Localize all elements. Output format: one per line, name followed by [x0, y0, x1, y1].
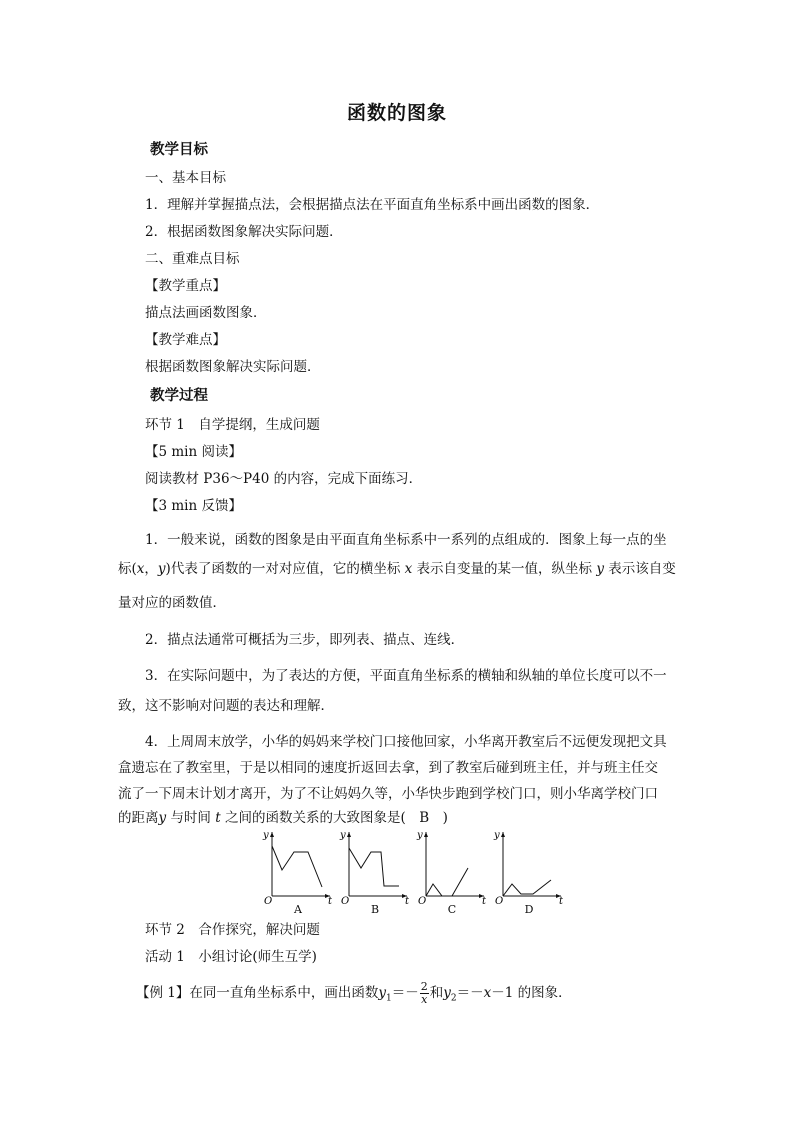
graph-a	[262, 826, 334, 921]
q1-line3: 量对应的函数值．	[118, 595, 226, 611]
option-graphs	[262, 826, 562, 921]
svg-text:O: O	[341, 896, 350, 904]
graph-b	[339, 826, 411, 921]
feedback-label: 【3 min 反馈】	[145, 498, 242, 514]
difficulty: 根据函数图象解决实际问题．	[145, 359, 321, 375]
axis-y-label: y	[263, 830, 269, 841]
svg-text:t: t	[559, 896, 564, 904]
graph-d	[493, 826, 565, 921]
basic-goals: 一、基本目标	[145, 170, 226, 186]
key-point: 描点法画函数图象．	[145, 305, 267, 321]
svg-text:y: y	[494, 830, 500, 841]
graph-b-label: B	[370, 903, 380, 916]
q4-line1: 4．上周周末放学，小华的妈妈来学校门口接他回家，小华离开教室后不远便发现把文具	[145, 734, 667, 750]
read-text: 阅读教材 P36～P40 的内容，完成下面练习．	[145, 471, 423, 487]
graph-a-label: A	[294, 903, 302, 916]
page-title: 函数的图象	[346, 102, 447, 124]
q4-line3: 流了一下周末计划才离开，为了不让妈妈久等，小华快步跑到学校门口，则小华离学校门口	[118, 786, 658, 802]
q2: 2．描点法通常可概括为三步，即列表、描点、连线．	[145, 632, 465, 648]
svg-text:t: t	[405, 896, 410, 904]
goal-1: 1．理解并掌握描点法，会根据描点法在平面直角坐标系中画出函数的图象．	[145, 197, 600, 213]
graph-d-label: D	[524, 903, 534, 916]
difficulty-label: 【教学难点】	[145, 332, 226, 348]
stage-1: 环节 1 自学提纲，生成问题	[145, 417, 320, 433]
key-goals: 二、重难点目标	[145, 251, 240, 267]
goals-heading: 教学目标	[150, 141, 208, 158]
example-label: 【例 1】	[136, 985, 190, 1001]
graph-c-label: C	[447, 903, 457, 916]
fraction-2-over-x: $\frac{2}{x}$	[420, 980, 428, 1006]
q4-line2: 盒遗忘在了教室里，于是以相同的速度折返回去拿，到了教室后碰到班主任，并与班主任交	[118, 760, 658, 776]
svg-text:y: y	[417, 830, 423, 841]
stage-2: 环节 2 合作探究，解决问题	[145, 922, 320, 938]
graph-c	[416, 826, 488, 921]
q1-line2: 标(x，y)代表了函数的一对对应值，它的横坐标 x 表示自变量的某一值，纵坐标 y 表示该自变	[118, 561, 676, 577]
goal-2: 2．根据函数图象解决实际问题．	[145, 224, 343, 240]
svg-text:t: t	[482, 896, 487, 904]
q4-line4: 的距离y 与时间 t 之间的函数关系的大致图象是( B )	[118, 810, 448, 826]
example-1: 【例 1】在同一直角坐标系中，画出函数$y_1=-$ $\frac{2}{x}$ 和$y_2=-x-1$ 的图象．	[136, 980, 572, 1006]
svg-text:y: y	[340, 830, 346, 841]
activity-1: 活动 1 小组讨论(师生互学)	[145, 949, 317, 965]
process-heading: 教学过程	[150, 387, 208, 404]
read-label: 【5 min 阅读】	[145, 444, 242, 460]
q3-line1: 3．在实际问题中，为了表达的方便，平面直角坐标系的横轴和纵轴的单位长度可以不一	[145, 668, 667, 684]
q1-line1: 1．一般来说，函数的图象是由平面直角坐标系中一系列的点组成的．图象上每一点的坐	[145, 532, 667, 548]
key-point-label: 【教学重点】	[145, 278, 226, 294]
origin-label: O	[264, 896, 273, 904]
axis-t-label: t	[328, 896, 333, 904]
svg-text:O: O	[495, 896, 504, 904]
q3-line2: 致，这不影响对问题的表达和理解．	[118, 698, 334, 714]
svg-text:O: O	[418, 896, 427, 904]
